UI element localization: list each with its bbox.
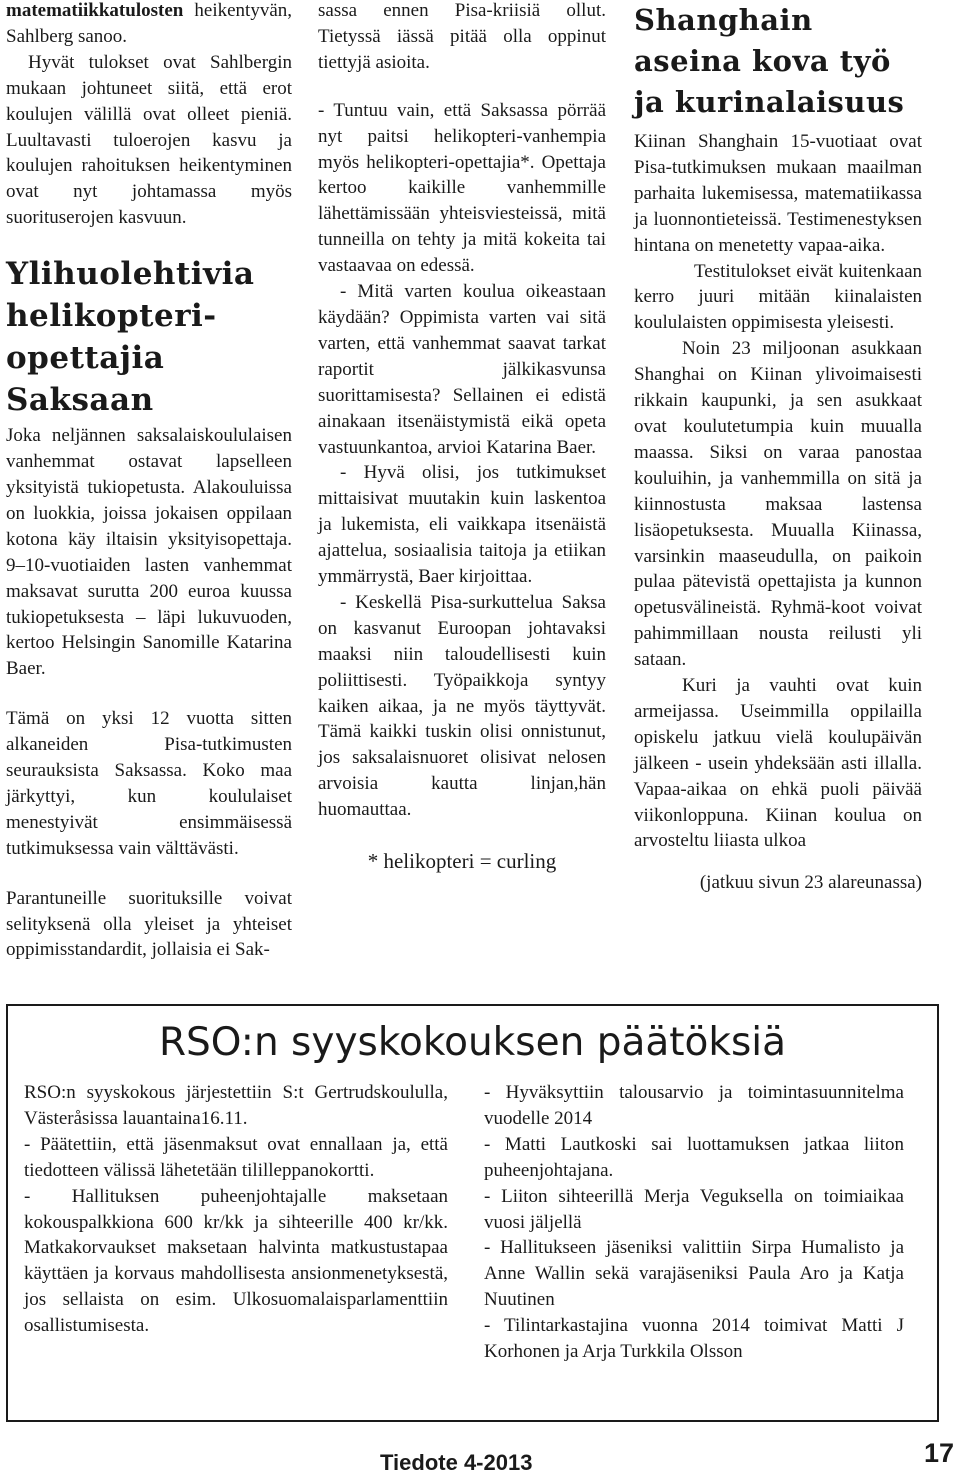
box-item: - Tilintarkastajina vuonna 2014 toimivat Matti J Korhonen ja Arja Turkkila Olsson (484, 1315, 904, 1363)
article-heading: Shanghain aseina kova työ ja kurinalaisuus (634, 3, 905, 119)
paragraph: - Mitä varten koulua oikeastaan käydään? Oppimista varten vai sitä varten, että vanhemmat saavat tarkat raportit jälkikasvunsa suorittamisesta? Sellainen ei edistä ainakaan itsenäistymistä eikä opeta vastuunkantoa, arvioi Katarina Baer. (318, 281, 606, 458)
footnote: * helikopteri = curling (367, 849, 557, 874)
paragraph: Hyvät tulokset ovat Sahlbergin mukaan johtuneet siitä, että erot koulujen välillä ovat olleet pieniä. Luultavasti tuloerojen kasvu ja koulujen rahoituksen heikentyminen ovat nyt johtamassa myös suorituserojen kasvuun. (6, 51, 292, 229)
box-column-left (24, 1080, 448, 1339)
meeting-decisions-box (6, 1004, 939, 1422)
column-right (634, 0, 922, 896)
box-item: RSO:n syyskokous järjestettiin S:t Gertrudskoululla, Västeråsissa lauantaina16.11. (24, 1082, 448, 1129)
column-middle (318, 0, 606, 875)
paragraph: Noin 23 miljoonan asukkaan Shanghai on Kiinan ylivoimaisesti rikkain kaupunki, ja sen asukkaat ovat koulutetumpia kuin muualla maassa. Siksi on varaa panostaa kouluihin, ja vanhemmilla on sitä ja kiinnostusta maksaa lastensa lisäopetuksesta. Muualla Kiinassa, varsinkin maaseudulla, on paikoin pulaa pätevistä opettajista ja kunnon opetusvälineistä. Ryhmä-koot voivat pahimmillaan nousta reilusti yli sataan. (634, 338, 922, 671)
continued-rest: heikentyvän, Sahlberg sanoo. (6, 0, 292, 47)
paragraph: Tämä on yksi 12 vuotta sitten alkaneiden Pisa-tutkimusten seurauksista Saksassa. Koko maa järkyttyi, kun koululaiset menestyivät ensimmäisessä tutkimuksessa vain välttävästi. (6, 708, 292, 859)
paragraph-lead: Kiinan Shanghain 15-vuotiaat ovat Pisa-tutkimuksen mukaan maailman parhaita lukemisessa, matematiikassa ja luonnontieteissä. Testimenestyksen hintana on menetetty vapaa-aika. (634, 131, 922, 256)
paragraph: Parantuneille suorituksille voivat selityksenä olla yleiset ja yhteiset oppimisstandardit, jollaisia ei Sak- (6, 887, 292, 961)
paragraph: Kuri ja vauhti ovat kuin armeijassa. Useimmilla oppilailla opiskelu jatkuu vielä koulupäivän jälkeen - usein yhdeksään asti illalla. Vapaa-aikaa on ehkä puoli päivää viikonloppuna. Kiinan koulua on arvosteltu liiasta ulkoa (634, 675, 922, 852)
page-number: 17 (923, 1438, 954, 1468)
box-item: - Liiton sihteerillä Merja Veguksella on toimiaikaa vuosi jäljellä (484, 1185, 904, 1233)
box-item: - Matti Lautkoski sai luottamuksen jatkaa liiton puheenjohtajana. (484, 1133, 904, 1181)
article-heading: Ylihuolehtivia helikopteri-opettajia Saksaan (6, 256, 255, 419)
continued-word: matematiikkatulosten (6, 0, 184, 21)
paragraph: - Tuntuu vain, että Saksassa pörrää nyt paitsi helikopteri-vanhempia myös helikopteri-opettajia*. Opettaja kertoo kaikille vanhemmille lähettämissään yhteisviesteissä, mitä tunneilla on tehty ja mitä kokeita tai vastaavaa on edessä. (318, 99, 606, 277)
box-title: RSO:n syyskokouksen päätöksiä (158, 1020, 787, 1065)
publication-name: Tiedote 4-2013 (380, 1450, 533, 1475)
box-item: - Päätettiin, että jäsenmaksut ovat ennallaan ja, että tiedotteen välissä lähetetään tililleppanokortti. (24, 1133, 448, 1181)
box-column-right (484, 1080, 904, 1365)
box-item: - Hallituksen puheenjohtajalle maksetaan kokouspalkkiona 600 kr/kk ja sihteerille 400 kr/kk. Matkakorvaukset maksetaan halvinta matkustustapaa käyttäen ja korvaus mahdollisesta ansionmenetyksestä, jos sellaista on esim. Ulkosuomalaisparlamenttiin osallistumisesta. (24, 1185, 448, 1337)
box-item: - Hyväksyttiin talousarvio ja toimintasuunnitelma vuodelle 2014 (484, 1082, 904, 1129)
column-left (6, 0, 292, 963)
continued-note: (jatkuu sivun 23 alareunassa) (699, 872, 922, 894)
paragraph: sassa ennen Pisa-kriisiä ollut. Tietyssä iässä pitää olla oppinut tiettyjä asioita. (318, 0, 606, 73)
paragraph-continued (6, 0, 292, 50)
paragraph-lead: Joka neljännen saksalaiskoululaisen vanhemmat ostavat lapselleen yksityistä tukiopetusta. Alakouluissa on luokkia, joissa jokaisen oppilaan kotona käy iltaisin yksityisopettaja. 9–10-vuotiaiden lasten vanhemmat maksavat surutta 200 euroa kuussa tukiopetuksesta – läpi lukuvuoden, kertoo Helsingin Sanomille Katarina Baer. (6, 425, 292, 680)
paragraph: Testitulokset eivät kuitenkaan kerro juuri mitään kiinalaisten koululaisten oppimisesta yleisesti. (634, 260, 922, 334)
box-item: - Hallitukseen jäseniksi valittiin Sirpa Humalisto ja Anne Wallin sekä varajäseniksi Paula Aro ja Katja Nuutinen (484, 1237, 904, 1311)
paragraph: - Keskellä Pisa-surkuttelua Saksa on kasvanut Euroopan johtavaksi maaksi niin taloudellisesti kuin poliittisesti. Työpaikkoja syntyy kaiken aikaa, ja ne myös täyttyvät. Tämä kaikki tuskin olisi onnistunut, jos saksalaisnuoret olisivat nelosen arvoisia kautta linjan,hän huomauttaa. (318, 591, 606, 821)
paragraph: - Hyvä olisi, jos tutkimukset mittaisivat muutakin kuin laskentoa ja lukemista, eli vaikkapa itsenäistä ajattelua, sosiaalisia taitoja ja etiikan ymmärrystä, Baer kirjoittaa. (318, 462, 606, 588)
